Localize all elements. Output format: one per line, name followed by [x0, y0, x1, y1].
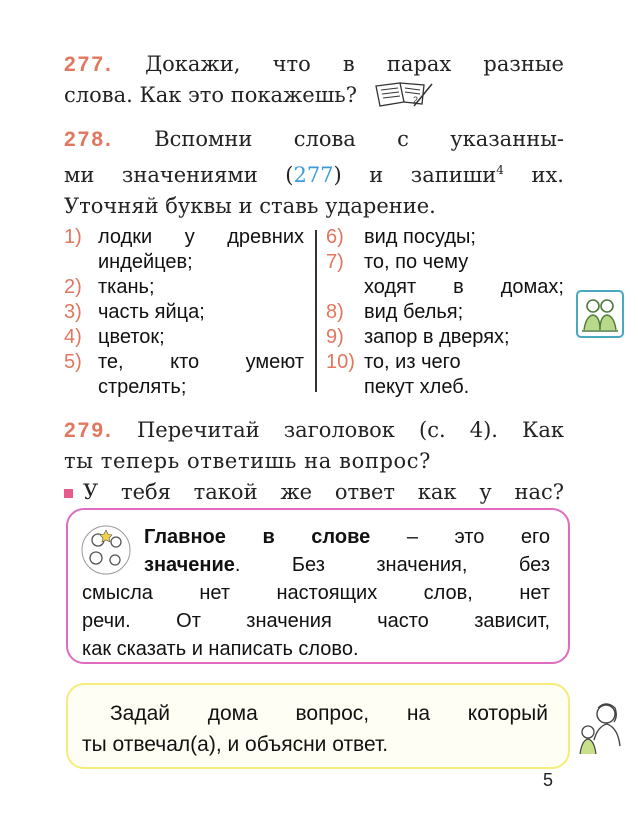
- page-number: 5: [543, 770, 554, 790]
- word-list-right: [326, 225, 564, 400]
- list-item: [64, 325, 304, 350]
- item-number: 9): [326, 326, 344, 348]
- footnote-mark: 4: [496, 163, 504, 177]
- exercise-text: слова. Как это покажешь?: [64, 83, 357, 107]
- book-icon-label: 2: [412, 95, 418, 105]
- item-text: индейцев;: [98, 251, 193, 273]
- rule-plain: . Без значения, без: [234, 554, 550, 576]
- rule-line-1: [82, 523, 550, 551]
- exercise-text: У тебя такой же ответ как у нас?: [83, 480, 564, 504]
- rule-bold: Главное в слове: [144, 526, 371, 548]
- rule-line-5: как сказать и написать слово.: [82, 638, 359, 660]
- item-text: запор в дверях;: [364, 326, 510, 348]
- homework-line-1: Задай дома вопрос, на который: [110, 702, 548, 725]
- list-item: [64, 275, 304, 300]
- exercise-text: ми значениями (: [64, 163, 294, 187]
- exercise-277-line-1: [64, 49, 564, 80]
- rule-line-4: речи. От значения часто зависит,: [82, 610, 550, 632]
- word-list-left: [64, 225, 304, 400]
- item-number: 10): [326, 351, 355, 373]
- rule-line-2: [82, 551, 550, 579]
- pair-work-icon: [576, 290, 624, 338]
- list-item: [64, 300, 304, 325]
- list-item: [326, 300, 564, 325]
- exercise-text: Докажи, что в парах разные: [145, 52, 564, 76]
- item-text: вид белья;: [364, 301, 464, 323]
- rule-text: [82, 523, 550, 663]
- homework-line-2: ты отвечал(а), и объясни ответ.: [82, 733, 389, 756]
- exercise-number: 279.: [64, 419, 113, 442]
- parent-child-icon: [574, 700, 626, 756]
- item-text: то, по чему: [364, 251, 469, 273]
- exercise-279-line-3: [64, 477, 564, 508]
- homework-text: [82, 698, 548, 760]
- exercise-277-line-2: [64, 80, 564, 111]
- item-text: пекут хлеб.: [364, 376, 470, 398]
- column-divider: [315, 230, 317, 392]
- item-text: часть яйца;: [98, 301, 205, 323]
- item-number: 6): [326, 226, 344, 248]
- rule-bold: значение: [144, 554, 235, 576]
- rule-line-3: смысла нет настоящих слов, нет: [82, 582, 550, 604]
- exercise-278-line-1: [64, 124, 564, 155]
- list-item: [326, 225, 564, 250]
- item-text: лодки у древних: [98, 226, 304, 248]
- item-text: те, кто умеют: [98, 351, 304, 373]
- item-number: 8): [326, 301, 344, 323]
- book-icon: [372, 80, 436, 110]
- item-text: вид посуды;: [364, 226, 476, 248]
- item-text: ходят в домах;: [364, 276, 564, 298]
- exercise-text: Перечитай заголовок (с. 4). Как: [136, 418, 564, 442]
- exercise-279-line-2: ты теперь ответишь на вопрос?: [64, 449, 431, 473]
- item-text: стрелять;: [98, 376, 187, 398]
- item-text: цветок;: [98, 326, 165, 348]
- list-item: [326, 325, 564, 350]
- rule-plain: – это его: [370, 526, 550, 548]
- exercise-number: 277.: [64, 53, 113, 76]
- list-item: [64, 225, 304, 275]
- exercise-number: 278.: [64, 128, 113, 151]
- item-number: 5): [64, 351, 82, 373]
- item-number: 1): [64, 226, 82, 248]
- item-text: ткань;: [98, 276, 155, 298]
- list-item: [326, 350, 564, 400]
- item-number: 7): [326, 251, 344, 273]
- exercise-279-line-1: [64, 415, 564, 446]
- item-number: 4): [64, 326, 82, 348]
- bullet-square: [64, 489, 73, 498]
- item-number: 2): [64, 276, 82, 298]
- exercise-279: [64, 415, 564, 508]
- exercise-text: Вспомни слова с указанны-: [154, 127, 564, 151]
- exercise-text: их.: [503, 163, 564, 187]
- exercise-text: ) и запиши: [333, 163, 497, 187]
- list-item: [326, 250, 564, 300]
- list-item: [64, 350, 304, 400]
- item-number: 3): [64, 301, 82, 323]
- exercise-reference: 277: [293, 163, 334, 187]
- exercise-278-line-2: [64, 155, 564, 191]
- exercise-278-line-3: Уточняй буквы и ставь ударение.: [64, 194, 436, 218]
- item-text: то, из чего: [364, 351, 461, 373]
- exercise-277: [64, 49, 564, 111]
- exercise-278: [64, 124, 564, 222]
